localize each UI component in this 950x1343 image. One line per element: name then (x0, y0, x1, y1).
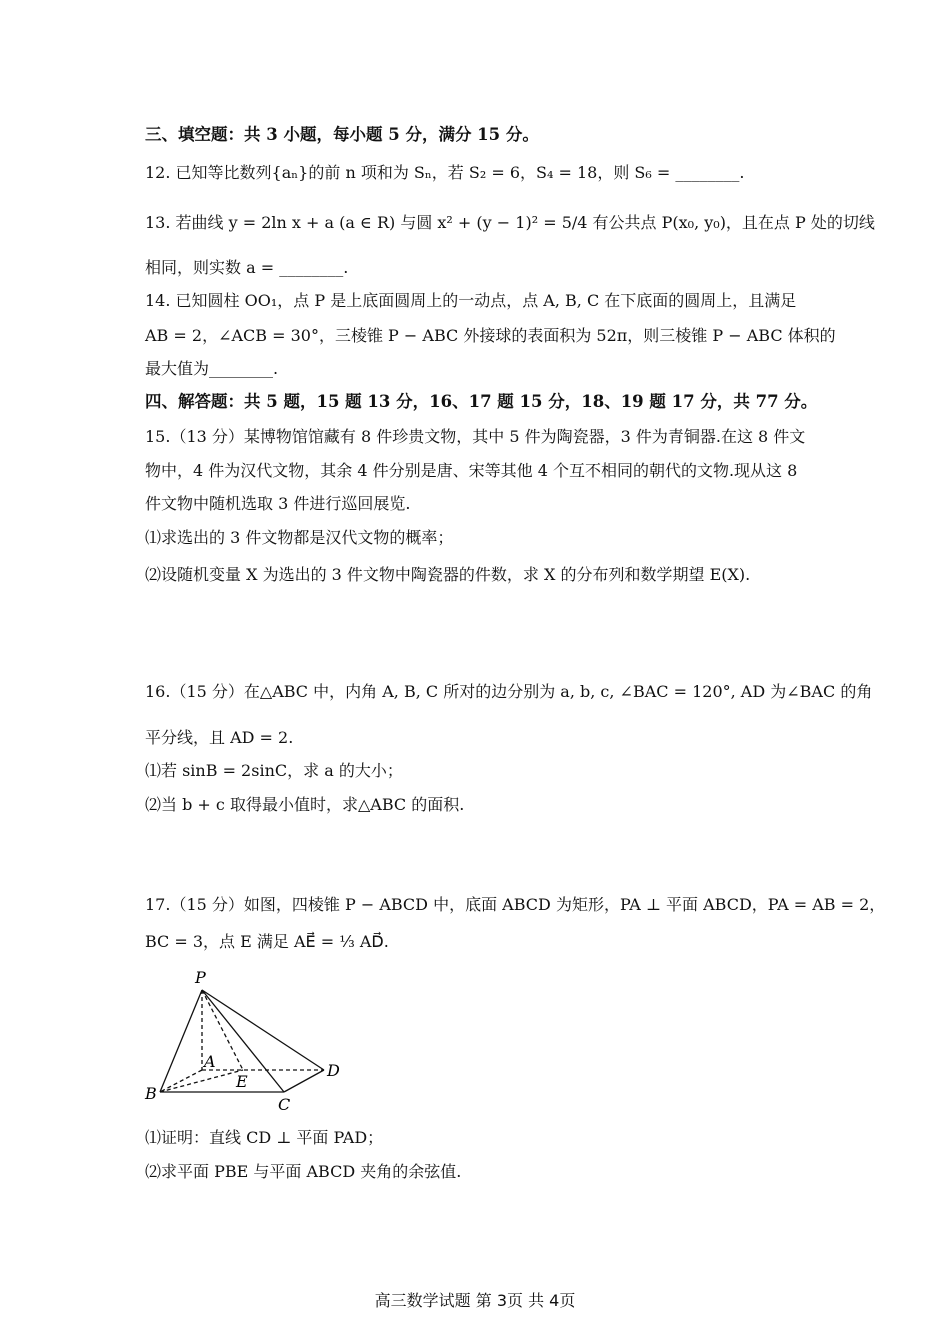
question-16-part1: ⑴若 sinB = 2sinC，求 a 的大小； (145, 761, 403, 780)
edge-PD (202, 990, 324, 1070)
label-P: P (195, 968, 206, 987)
question-16-line1: 16.（15 分）在△ABC 中，内角 A, B, C 所对的边分别为 a, b, c, ∠BAC = 120°, AD 为∠BAC 的角 (145, 682, 873, 701)
edge-CD (284, 1070, 324, 1092)
question-15-line3: 件文物中随机选取 3 件进行巡回展览. (145, 494, 411, 513)
edge-PB (160, 990, 202, 1092)
question-15-line2: 物中，4 件为汉代文物，其余 4 件分别是唐、宋等其他 4 个互不相同的朝代的文物.现从这 8 (145, 461, 798, 480)
question-12: 12. 已知等比数列{aₙ}的前 n 项和为 Sₙ，若 S₂ = 6，S₄ = 18，则 S₆ = ________. (145, 163, 745, 182)
page-footer: 高三数学试题 第 3页 共 4页 (374, 1291, 576, 1310)
question-17-part2: ⑵求平面 PBE 与平面 ABCD 夹角的余弦值. (145, 1162, 462, 1181)
question-14-line2: AB = 2，∠ACB = 30°，三棱锥 P − ABC 外接球的表面积为 52π，则三棱锥 P − ABC 体积的 (145, 326, 836, 345)
label-D: D (327, 1061, 340, 1080)
edge-AB (160, 1070, 202, 1092)
question-13-line2: 相同，则实数 a = ________. (145, 258, 349, 277)
question-15-line1: 15.（13 分）某博物馆馆藏有 8 件珍贵文物，其中 5 件为陶瓷器，3 件为青铜器.在这 8 件文 (145, 427, 806, 446)
question-14-line1: 14. 已知圆柱 OO₁，点 P 是上底面圆周上的一动点，点 A, B, C 在下底面的圆周上，且满足 (145, 291, 797, 310)
question-16-part2: ⑵当 b + c 取得最小值时，求△ABC 的面积. (145, 795, 465, 814)
pyramid-figure (140, 965, 360, 1115)
question-15-part1: ⑴求选出的 3 件文物都是汉代文物的概率； (145, 528, 454, 547)
section4-title: 四、解答题：共 5 题，15 题 13 分，16、17 题 15 分，18、19 题 17 分，共 77 分。 (145, 392, 818, 411)
question-15-part2: ⑵设随机变量 X 为选出的 3 件文物中陶瓷器的件数，求 X 的分布列和数学期望 E(X). (145, 565, 751, 584)
label-B: B (145, 1084, 157, 1103)
section3-title: 三、填空题：共 3 小题，每小题 5 分，满分 15 分。 (145, 125, 539, 144)
label-A: A (204, 1052, 216, 1071)
question-13-line1: 13. 若曲线 y = 2ln x + a (a ∈ R) 与圆 x² + (y − 1)² = 5/4 有公共点 P(x₀, y₀)，且在点 P 处的切线 (145, 213, 875, 232)
question-17-line2: BC = 3，点 E 满足 AE⃗ = ⅓ AD⃗. (145, 932, 389, 951)
question-17-part1: ⑴证明：直线 CD ⊥ 平面 PAD； (145, 1128, 384, 1147)
question-14-line3: 最大值为________. (145, 359, 279, 378)
label-C: C (278, 1095, 291, 1114)
question-17-line1: 17.（15 分）如图，四棱锥 P − ABCD 中，底面 ABCD 为矩形，PA ⊥ 平面 ABCD，PA = AB = 2， (145, 895, 886, 914)
question-16-line2: 平分线，且 AD = 2. (145, 728, 294, 747)
label-E: E (236, 1072, 248, 1091)
edge-BE (160, 1070, 243, 1092)
